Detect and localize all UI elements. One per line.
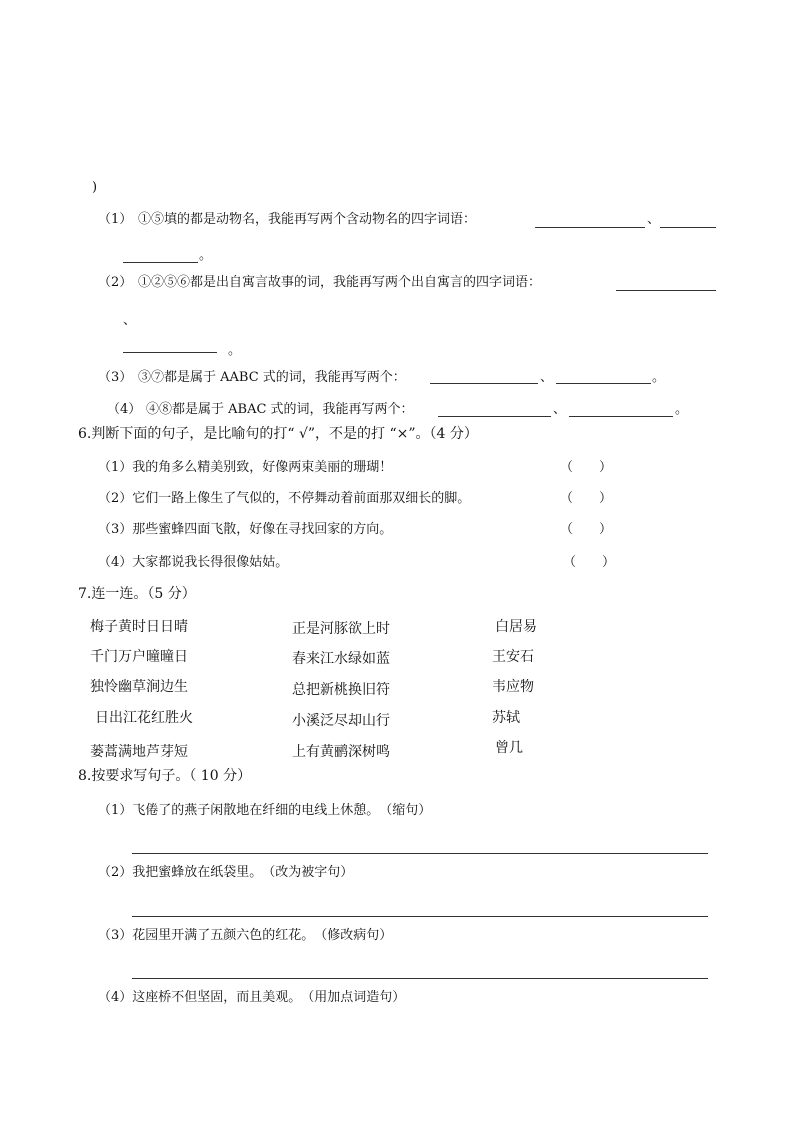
q5-sub4-number: （4）: [107, 402, 142, 417]
q5-sub2-sep: 、: [123, 313, 137, 328]
q6-item-4: （4）大家都说我长得很像姑姑。: [98, 555, 289, 570]
q6-item-1: （1）我的角多么精美别致，好像两束美丽的珊瑚！: [98, 460, 393, 475]
q7-col1-line-1[interactable]: 梅子黄时日日晴: [90, 619, 188, 635]
q7-col1-line-3[interactable]: 独怜幽草涧边生: [90, 679, 188, 695]
q7-title: 7.连一连。（5 分）: [78, 586, 196, 602]
q7-col3-author-4[interactable]: 苏轼: [492, 710, 520, 726]
q7-col2-line-2[interactable]: 春来江水绿如蓝: [292, 651, 390, 667]
q7-col3-author-1[interactable]: 白居易: [495, 619, 537, 635]
q5-sub2-end: 。: [228, 343, 242, 358]
q5-sub1-blank-2b[interactable]: [123, 262, 198, 263]
q5-sub3-blank-2[interactable]: [556, 383, 651, 384]
q7-col2-line-5[interactable]: 上有黄鹂深树鸣: [292, 744, 390, 760]
q5-sub3-blank-1[interactable]: [430, 383, 538, 384]
q5-sub4-blank-2[interactable]: [569, 416, 673, 417]
q7-col2-line-1[interactable]: 正是河豚欲上时: [292, 621, 390, 637]
q7-col1-line-5[interactable]: 蒌蒿满地芦芽短: [90, 744, 188, 760]
q7-col1-line-2[interactable]: 千门万户曈曈日: [90, 649, 188, 665]
q7-col3-author-2[interactable]: 王安石: [492, 649, 534, 665]
q6-item-3: （3）那些蜜蜂四面飞散，好像在寻找回家的方向。: [98, 522, 393, 537]
q8-item-1-answer-line[interactable]: [132, 853, 708, 854]
q5-sub3-text: ③⑦都是属于 AABC 式的词，我能再写两个：: [138, 370, 406, 385]
q7-col2-line-3[interactable]: 总把新桃换旧符: [292, 682, 390, 698]
q5-sub2-blank-2[interactable]: [123, 352, 217, 353]
q5-sub1-text: ①⑤填的都是动物名，我能再写两个含动物名的四字词语：: [138, 212, 477, 227]
q7-col3-author-3[interactable]: 韦应物: [492, 679, 534, 695]
q5-sub4-blank-1[interactable]: [438, 416, 551, 417]
q5-sub4-text: ④⑧都是属于 ABAC 式的词，我能再写两个：: [146, 402, 414, 417]
q5-sub4-sep: 、: [553, 402, 567, 417]
q8-title: 8.按要求写句子。（ 10 分）: [78, 768, 252, 784]
q5-sub2-blank-1[interactable]: [616, 290, 716, 291]
q7-col3-author-5[interactable]: 曾几: [495, 740, 523, 756]
q8-item-3-answer-line[interactable]: [132, 978, 708, 979]
q5-sub2-text: ①②⑤⑥都是出自寓言故事的词，我能再写两个出自寓言的四字词语：: [138, 275, 542, 290]
q5-sub1-sep: 、: [647, 212, 661, 227]
q8-item-2-answer-line[interactable]: [132, 916, 708, 917]
q8-item-4: （4）这座桥不但坚固，而且美观。 （用加点词造句）: [98, 990, 406, 1005]
q5-sub2-number: （2）: [98, 275, 133, 290]
q7-col2-line-4[interactable]: 小溪泛尽却山行: [292, 713, 390, 729]
q6-item-1-answer[interactable]: （ ）: [560, 460, 613, 475]
q8-item-3: （3）花园里开满了五颜六色的红花。 （修改病句）: [98, 928, 393, 943]
q6-item-3-answer[interactable]: （ ）: [560, 522, 613, 537]
q5-sub1-blank-2a[interactable]: [660, 227, 716, 228]
q5-sub1-number: （1）: [98, 212, 133, 227]
q6-item-4-answer[interactable]: （ ）: [563, 555, 616, 570]
q8-item-2: （2）我把蜜蜂放在纸袋里。 （改为被字句）: [98, 865, 354, 880]
q5-sub3-sep: 、: [540, 370, 554, 385]
q5-sub3-end: 。: [652, 370, 666, 385]
q5-sub3-number: （3）: [98, 370, 133, 385]
q6-title: 6.判断下面的句子，是比喻句的打“ √”，不是的打 “×”。（4 分）: [78, 426, 478, 442]
q8-item-1: （1）飞倦了的燕子闲散地在纤细的电线上休憩。 （缩句）: [98, 803, 432, 818]
q6-item-2-answer[interactable]: （ ）: [560, 491, 613, 506]
q5-sub4-end: 。: [675, 402, 689, 417]
q5-sub1-blank-1[interactable]: [535, 227, 645, 228]
q5-sub1-end: 。: [199, 248, 213, 263]
open-paren: ): [92, 180, 98, 195]
q6-item-2: （2）它们一路上像生了气似的，不停舞动着前面那双细长的脚。: [98, 491, 471, 506]
q7-col1-line-4[interactable]: 日出江花红胜火: [95, 710, 193, 726]
